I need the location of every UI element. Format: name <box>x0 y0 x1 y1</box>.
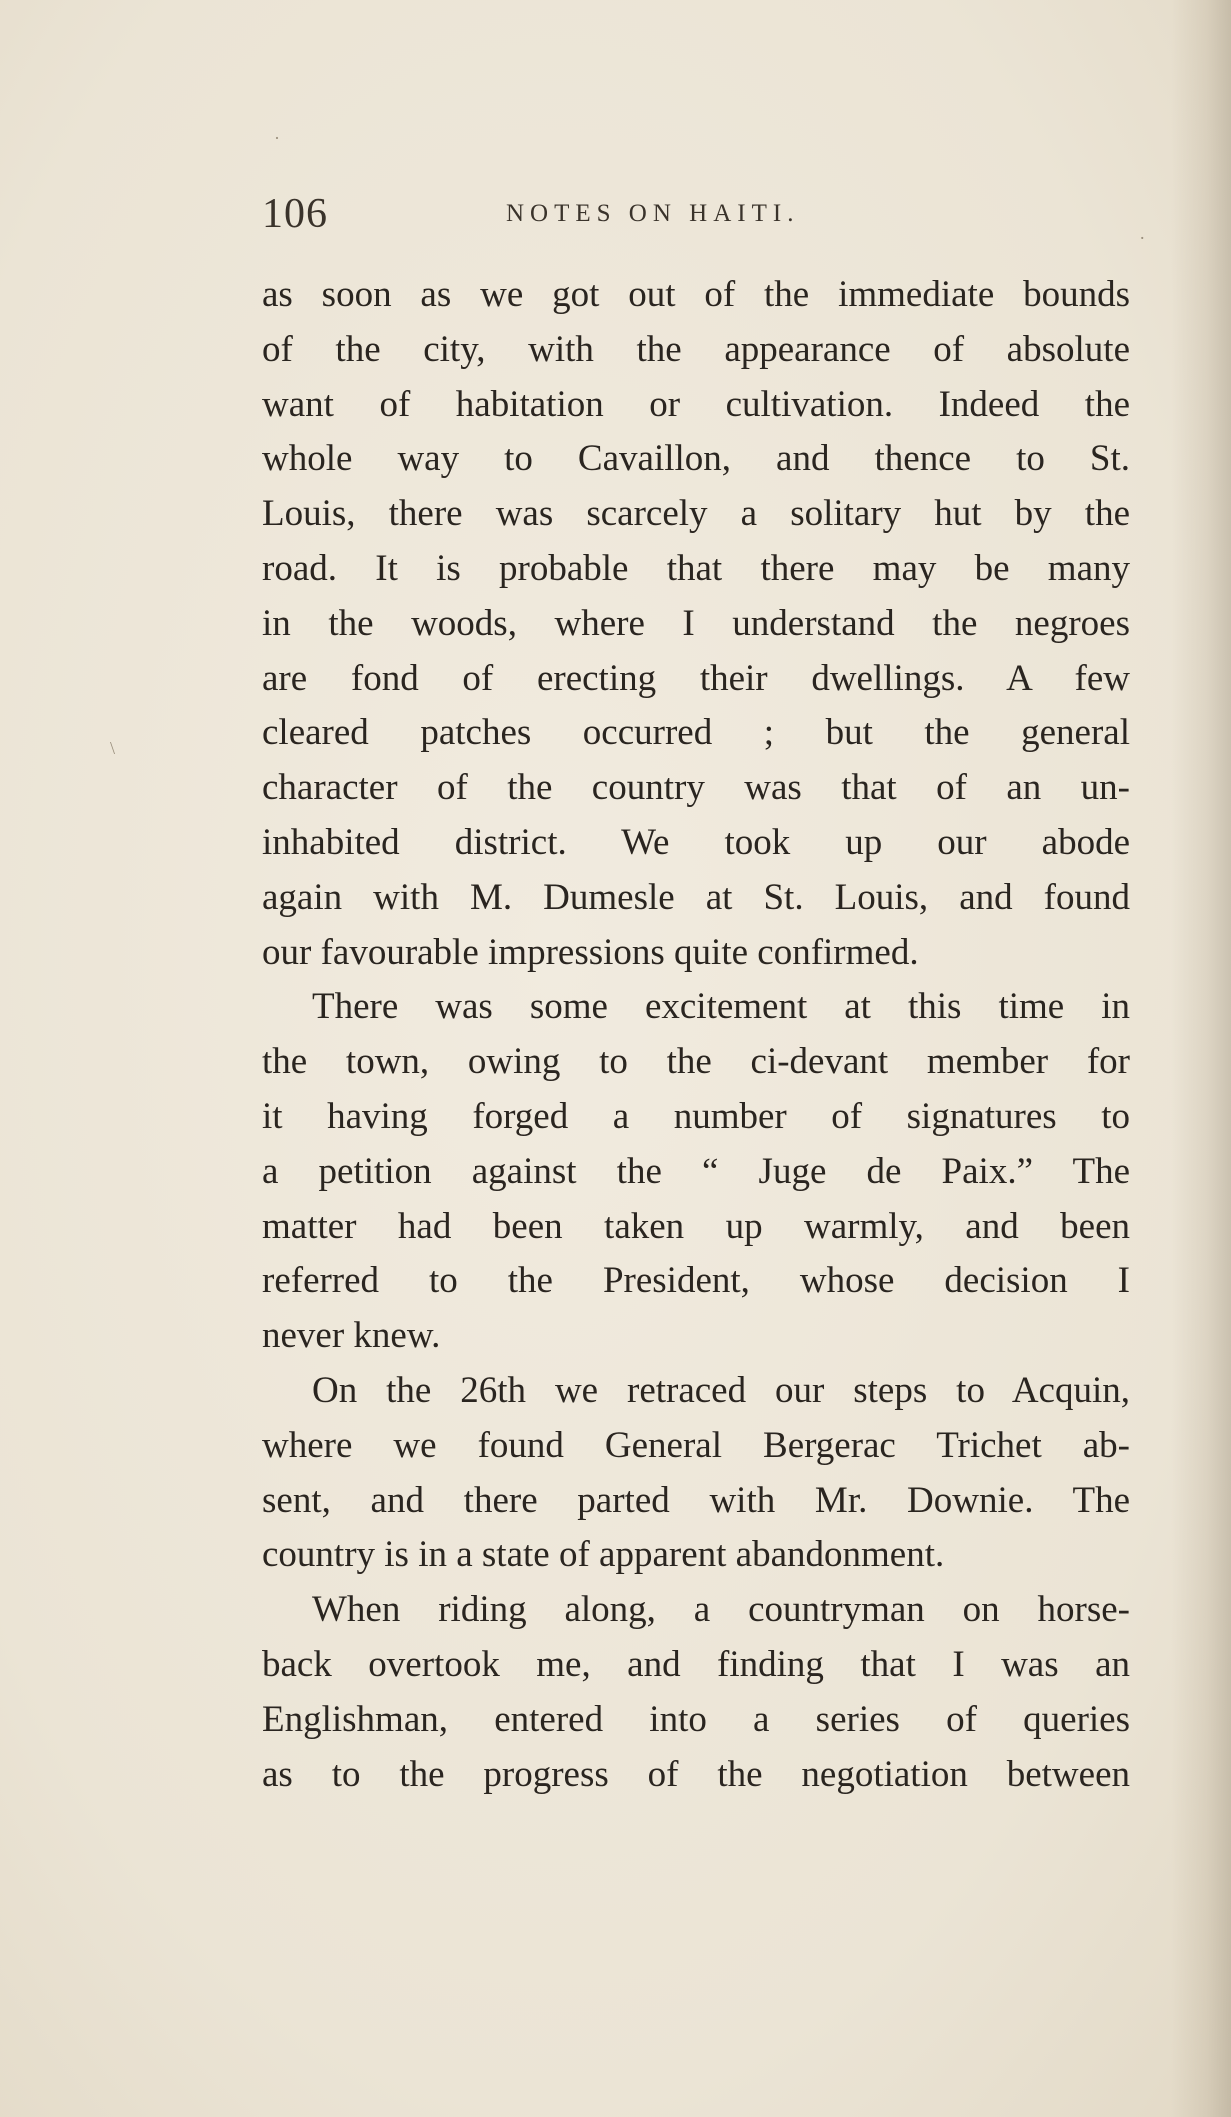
paper-speck: \ <box>110 738 116 758</box>
text-line: cleared patches occurred ; but the general <box>262 712 1130 754</box>
text-line: Louis, there was scarcely a solitary hut by the <box>262 493 1130 535</box>
text-line: as soon as we got out of the immediate bounds <box>262 274 1130 315</box>
paragraph-end-line: country is in a state of apparent abandonment. <box>262 1534 945 1576</box>
text-line: road. It is probable that there may be many <box>262 547 1130 589</box>
paper-speck: . <box>1140 223 1145 243</box>
paragraph-start-line: There was some excitement at this time in <box>312 986 1130 1028</box>
text-line: character of the country was that of an un- <box>262 767 1130 809</box>
text-line: back overtook me, and finding that I was an <box>262 1643 1130 1685</box>
text-line: it having forged a number of signatures to <box>262 1095 1130 1137</box>
text-line: of the city, with the appearance of absolute <box>262 328 1130 370</box>
paragraph-start-line: On the 26th we retraced our steps to Acquin, <box>312 1369 1130 1411</box>
text-line: whole way to Cavaillon, and thence to St. <box>262 438 1130 480</box>
text-line: in the woods, where I understand the negroes <box>262 602 1130 644</box>
text-line: the town, owing to the ci-devant member for <box>262 1041 1130 1083</box>
page-number: 106 <box>262 191 328 237</box>
text-line: a petition against the “ Juge de Paix.” The <box>262 1150 1130 1192</box>
text-line: are fond of erecting their dwellings. A few <box>262 657 1130 699</box>
text-line: where we found General Bergerac Trichet ab- <box>262 1424 1130 1466</box>
page-gutter-shadow <box>1171 0 1231 2117</box>
text-line: Englishman, entered into a series of queries <box>262 1698 1130 1740</box>
running-title: NOTES ON HAITI. <box>506 200 800 227</box>
text-line: matter had been taken up warmly, and been <box>262 1205 1130 1247</box>
text-line: again with M. Dumesle at St. Louis, and found <box>262 876 1130 918</box>
paragraph-end-line: never knew. <box>262 1315 441 1357</box>
paper-speck: · <box>274 128 280 148</box>
text-line: sent, and there parted with Mr. Downie. The <box>262 1479 1130 1521</box>
text-line: referred to the President, whose decision I <box>262 1260 1130 1302</box>
text-line: inhabited district. We took up our abode <box>262 821 1130 863</box>
text-line: as to the progress of the negotiation between <box>262 1753 1130 1795</box>
body-text <box>262 268 1130 1802</box>
paragraph-start-line: When riding along, a countryman on horse- <box>312 1589 1130 1631</box>
page-header <box>262 190 1130 240</box>
text-line: want of habitation or cultivation. Indeed the <box>262 383 1130 425</box>
paragraph-end-line: our favourable impressions quite confirmed. <box>262 931 919 973</box>
